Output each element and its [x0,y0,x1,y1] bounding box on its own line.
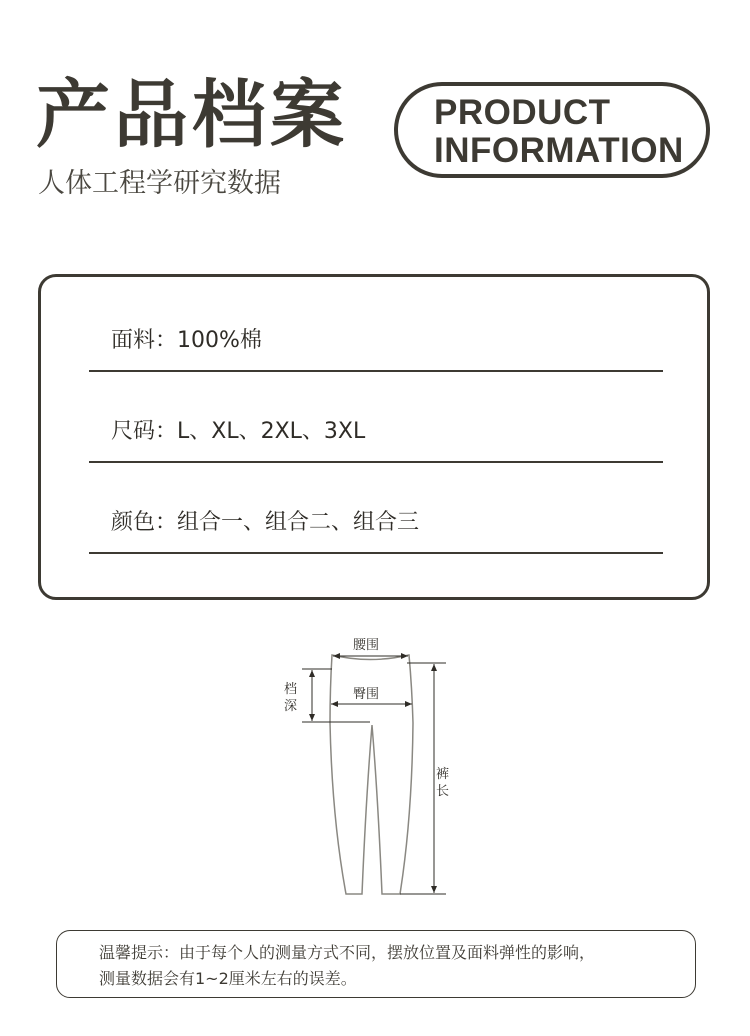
page-title: 产品档案 [36,72,348,158]
tip-line-1: 温馨提示：由于每个人的测量方式不同，摆放位置及面料弹性的影响， [99,943,596,962]
info-row-text [111,505,419,536]
waist-label: 腰围 [353,638,380,653]
info-box [38,274,710,600]
product-information-badge [394,82,710,178]
info-row-fabric [89,281,663,372]
rise-label-1: 档 [284,682,298,697]
length-label-1: 裤 [436,767,450,782]
info-row-color [89,463,663,554]
badge-text [434,94,684,170]
fabric-value: 100%棉 [177,328,262,353]
badge-line-2: INFORMATION [434,131,684,170]
fabric-label: 面料： [111,328,178,353]
page-subtitle: 人体工程学研究数据 [38,168,281,199]
length-label-2: 长 [436,784,450,799]
info-row-text [111,414,365,445]
info-row-size [89,372,663,463]
badge-line-1: PRODUCT [434,93,611,132]
tip-box [56,930,696,998]
color-value: 组合一、组合二、组合三 [177,510,420,535]
pants-measurement-diagram [270,628,470,908]
size-label: 尺码： [111,419,178,444]
info-row-text [111,323,262,354]
color-label: 颜色： [111,510,178,535]
tip-line-2: 测量数据会有1~2厘米左右的误差。 [99,969,357,988]
hip-label: 臀围 [353,687,380,702]
rise-label-2: 深 [284,699,298,714]
size-value: L、XL、2XL、3XL [177,419,366,444]
